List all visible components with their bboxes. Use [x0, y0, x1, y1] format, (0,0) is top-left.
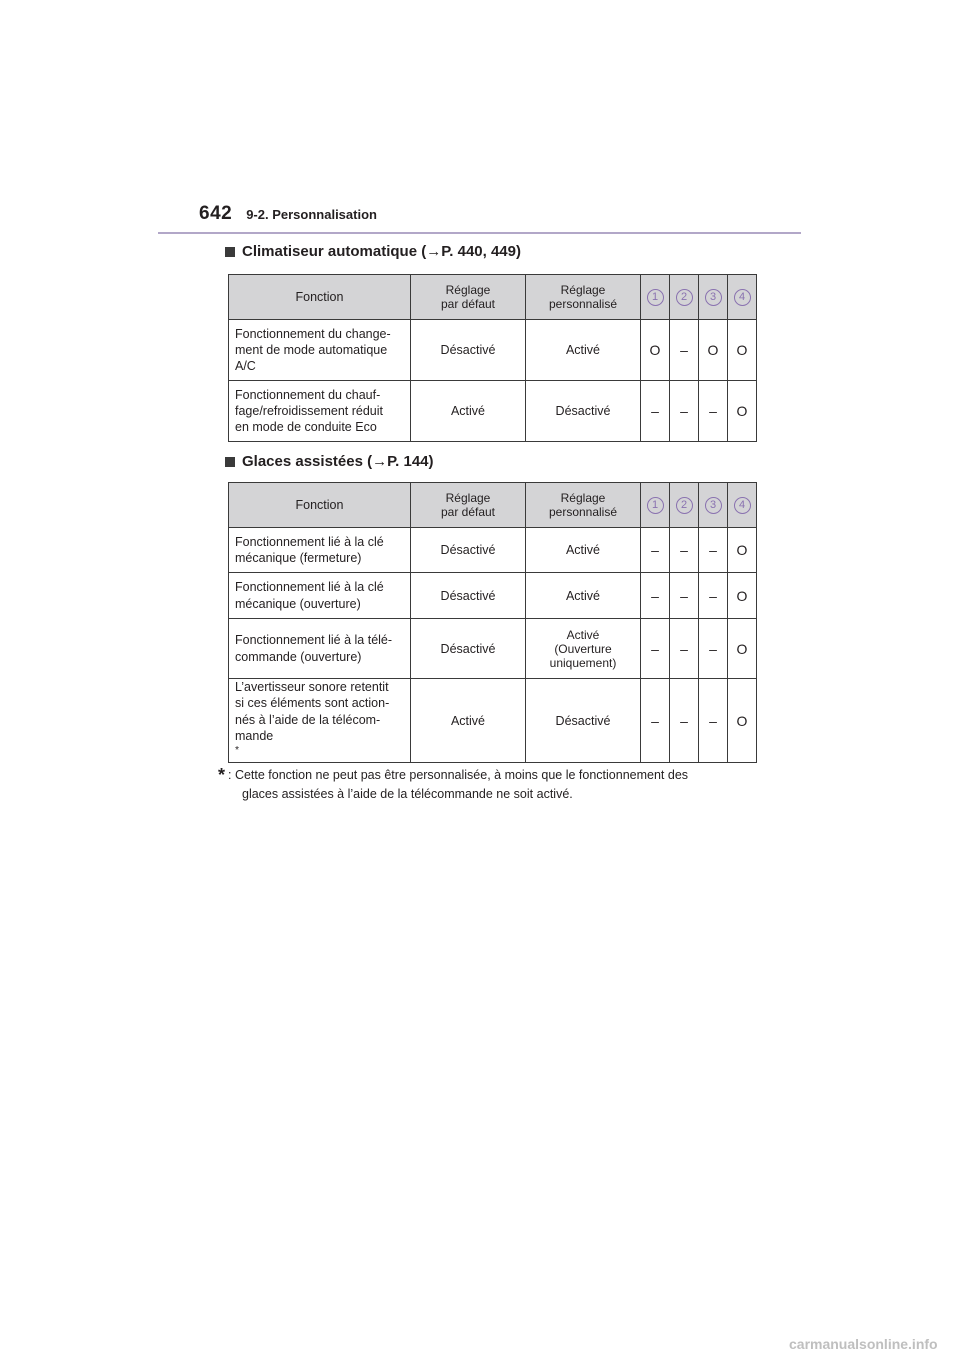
function-cell	[229, 679, 411, 763]
col-header-2	[670, 483, 699, 528]
default-cell: Désactivé	[411, 573, 526, 619]
number-2-icon: 2	[676, 289, 693, 306]
table-row	[229, 619, 757, 679]
number-4-icon: 4	[734, 289, 751, 306]
col-header-4	[728, 275, 757, 320]
table-climatiseur	[228, 274, 757, 442]
custom-cell: Désactivé	[526, 381, 641, 442]
footnote-star: *	[218, 765, 226, 785]
number-4-icon: 4	[734, 497, 751, 514]
col-header-function: Fonction	[229, 275, 411, 320]
default-cell: Désactivé	[411, 528, 526, 573]
mark-cell-4: O	[728, 381, 757, 442]
section-heading-text: Glaces assistées (→P. 144)	[242, 453, 434, 470]
mark-cell-2: –	[670, 528, 699, 573]
number-2-icon: 2	[676, 497, 693, 514]
mark-cell-1: –	[641, 381, 670, 442]
mark-cell-1: O	[641, 320, 670, 381]
col-header-custom-l1: Réglage	[560, 282, 606, 297]
col-header-custom	[526, 483, 641, 528]
mark-cell-2: –	[670, 679, 699, 763]
table-glaces	[228, 482, 757, 763]
table-row	[229, 320, 757, 381]
custom-cell: Activé	[526, 528, 641, 573]
function-line: si ces éléments sont action-	[235, 696, 390, 711]
col-header-3	[699, 483, 728, 528]
footnote-star-marker: *	[235, 745, 240, 756]
mark-cell-3: –	[699, 528, 728, 573]
default-cell: Désactivé	[411, 320, 526, 381]
table-row	[229, 381, 757, 442]
col-header-custom-l2: personnalisé	[548, 505, 618, 519]
default-cell: Activé	[411, 679, 526, 763]
table-row	[229, 679, 757, 763]
custom-cell: Activé	[526, 320, 641, 381]
function-line: Fonctionnement du chauf-	[235, 387, 381, 402]
footnote-line: : Cette fonction ne peut pas être personnalisée, à moins que le fonctionnement des	[228, 768, 689, 782]
number-1-icon: 1	[647, 289, 664, 306]
col-header-custom-l1: Réglage	[560, 490, 606, 505]
function-line: Fonctionnement du change-	[235, 326, 391, 341]
mark-cell-3: –	[699, 679, 728, 763]
default-cell: Désactivé	[411, 619, 526, 679]
footnote	[218, 765, 748, 805]
number-1-icon: 1	[647, 497, 664, 514]
mark-cell-4: O	[728, 528, 757, 573]
section-heading-climatiseur	[225, 243, 521, 260]
mark-cell-3: O	[699, 320, 728, 381]
col-header-1	[641, 275, 670, 320]
col-header-custom	[526, 275, 641, 320]
mark-cell-2: –	[670, 573, 699, 619]
function-line-text: mande	[235, 728, 274, 743]
function-line: commande (ouverture)	[235, 649, 362, 664]
custom-line: uniquement)	[549, 655, 617, 670]
page-header	[199, 203, 377, 233]
mark-cell-3: –	[699, 381, 728, 442]
header-divider	[158, 232, 801, 234]
col-header-2	[670, 275, 699, 320]
col-header-1	[641, 483, 670, 528]
function-line: ment de mode automatique	[235, 342, 388, 357]
number-3-icon: 3	[705, 497, 722, 514]
col-header-default-l1: Réglage	[445, 282, 491, 297]
function-cell	[229, 619, 411, 679]
col-header-3	[699, 275, 728, 320]
default-cell: Activé	[411, 381, 526, 442]
table-row	[229, 528, 757, 573]
custom-cell: Désactivé	[526, 679, 641, 763]
function-cell	[229, 528, 411, 573]
function-line: mécanique (ouverture)	[235, 596, 361, 611]
mark-cell-3: –	[699, 573, 728, 619]
table-header-row	[229, 483, 757, 528]
custom-line: (Ouverture	[554, 641, 612, 656]
custom-cell: Activé	[526, 573, 641, 619]
mark-cell-4: O	[728, 679, 757, 763]
custom-cell	[526, 619, 641, 679]
mark-cell-2: –	[670, 381, 699, 442]
col-header-default-l1: Réglage	[445, 490, 491, 505]
function-cell	[229, 320, 411, 381]
col-header-4	[728, 483, 757, 528]
square-bullet-icon	[225, 457, 235, 467]
col-header-function: Fonction	[229, 483, 411, 528]
function-line: Fonctionnement lié à la clé	[235, 580, 384, 595]
col-header-default	[411, 275, 526, 320]
watermark: carmanualsonline.info	[789, 1336, 938, 1352]
mark-cell-3: –	[699, 619, 728, 679]
section-heading-glaces	[225, 453, 434, 470]
function-cell	[229, 573, 411, 619]
function-line	[235, 728, 404, 763]
custom-line: Activé	[566, 627, 600, 642]
col-header-default-l2: par défaut	[440, 505, 496, 519]
mark-cell-2: –	[670, 619, 699, 679]
section-title: 9-2. Personnalisation	[246, 207, 377, 222]
mark-cell-4: O	[728, 320, 757, 381]
function-line: Fonctionnement lié à la clé	[235, 534, 384, 549]
table-row	[229, 573, 757, 619]
function-line: L’avertisseur sonore retentit	[235, 680, 389, 694]
function-line: Fonctionnement lié à la télé-	[235, 633, 393, 648]
mark-cell-4: O	[728, 573, 757, 619]
mark-cell-2: –	[670, 320, 699, 381]
mark-cell-1: –	[641, 573, 670, 619]
function-line: A/C	[235, 359, 256, 374]
number-3-icon: 3	[705, 289, 722, 306]
mark-cell-4: O	[728, 619, 757, 679]
function-line: nés à l’aide de la télécom-	[235, 712, 381, 727]
section-heading-text: Climatiseur automatique (→P. 440, 449)	[242, 243, 521, 260]
col-header-default	[411, 483, 526, 528]
mark-cell-1: –	[641, 528, 670, 573]
function-line: fage/refroidissement réduit	[235, 403, 383, 418]
mark-cell-1: –	[641, 679, 670, 763]
footnote-line: glaces assistées à l’aide de la télécommande ne soit activé.	[242, 787, 573, 802]
col-header-custom-l2: personnalisé	[548, 297, 618, 311]
col-header-default-l2: par défaut	[440, 297, 496, 311]
square-bullet-icon	[225, 247, 235, 257]
function-line: mécanique (fermeture)	[235, 551, 362, 565]
function-line: en mode de conduite Eco	[235, 420, 377, 435]
table-header-row	[229, 275, 757, 320]
mark-cell-1: –	[641, 619, 670, 679]
function-cell	[229, 381, 411, 442]
page-number: 642	[199, 203, 233, 224]
